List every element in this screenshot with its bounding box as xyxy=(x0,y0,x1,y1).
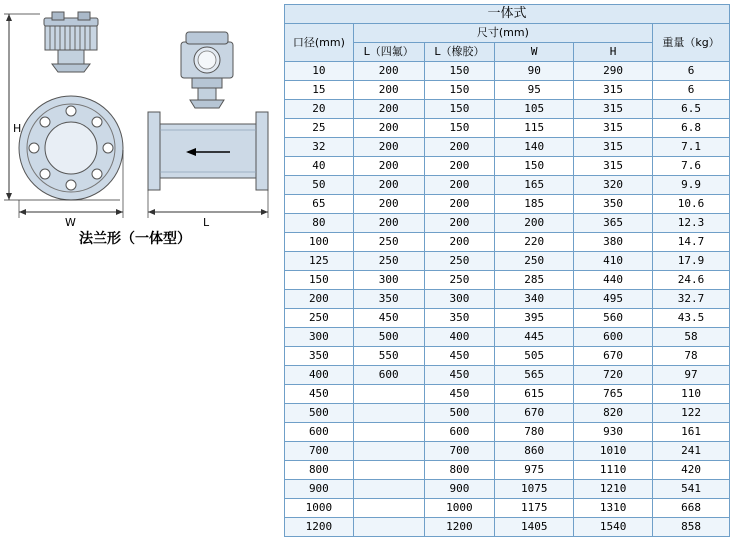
table-cell: 600 xyxy=(285,423,354,442)
table-cell: 500 xyxy=(424,404,495,423)
table-cell: 600 xyxy=(574,328,653,347)
table-cell xyxy=(353,461,424,480)
flowmeter-body-side xyxy=(148,112,268,190)
table-cell: 450 xyxy=(424,385,495,404)
table-cell: 7.1 xyxy=(653,138,730,157)
table-row xyxy=(285,347,730,366)
table-cell: 670 xyxy=(574,347,653,366)
table-cell: 1010 xyxy=(574,442,653,461)
table-cell: 700 xyxy=(285,442,354,461)
table-body xyxy=(285,62,730,537)
table-row xyxy=(285,271,730,290)
table-cell: 315 xyxy=(574,138,653,157)
table-cell: 241 xyxy=(653,442,730,461)
table-cell: 720 xyxy=(574,366,653,385)
table-cell: 250 xyxy=(424,271,495,290)
table-cell: 200 xyxy=(424,157,495,176)
table-cell: 820 xyxy=(574,404,653,423)
table-cell: 250 xyxy=(424,252,495,271)
table-cell: 780 xyxy=(495,423,574,442)
table-cell: 400 xyxy=(285,366,354,385)
table-cell: 150 xyxy=(424,62,495,81)
product-diagram xyxy=(0,0,282,552)
table-cell: 315 xyxy=(574,157,653,176)
table-cell: 65 xyxy=(285,195,354,214)
table-cell: 115 xyxy=(495,119,574,138)
table-cell: 250 xyxy=(353,233,424,252)
col-header-w: W xyxy=(495,43,574,62)
table-cell: 95 xyxy=(495,81,574,100)
flowmeter-drawing xyxy=(0,0,282,250)
table-cell: 600 xyxy=(353,366,424,385)
table-cell: 700 xyxy=(424,442,495,461)
table-cell: 1540 xyxy=(574,518,653,537)
table-cell: 1000 xyxy=(285,499,354,518)
table-cell: 1210 xyxy=(574,480,653,499)
table-row xyxy=(285,423,730,442)
table-cell: 200 xyxy=(424,214,495,233)
table-cell xyxy=(353,404,424,423)
table-cell xyxy=(353,385,424,404)
table-cell: 150 xyxy=(424,81,495,100)
table-cell: 80 xyxy=(285,214,354,233)
table-cell: 400 xyxy=(424,328,495,347)
table-cell: 1110 xyxy=(574,461,653,480)
table-cell: 9.9 xyxy=(653,176,730,195)
table-cell: 25 xyxy=(285,119,354,138)
table-cell: 500 xyxy=(285,404,354,423)
table-cell: 150 xyxy=(424,119,495,138)
table-cell: 40 xyxy=(285,157,354,176)
table-row xyxy=(285,195,730,214)
table-row xyxy=(285,309,730,328)
table-cell xyxy=(353,499,424,518)
table-row xyxy=(285,138,730,157)
table-row xyxy=(285,366,730,385)
table-cell: 1310 xyxy=(574,499,653,518)
table-cell: 20 xyxy=(285,100,354,119)
table-cell: 150 xyxy=(495,157,574,176)
table-row xyxy=(285,385,730,404)
table-cell: 1200 xyxy=(424,518,495,537)
table-cell: 185 xyxy=(495,195,574,214)
table-cell: 200 xyxy=(353,81,424,100)
table-cell: 550 xyxy=(353,347,424,366)
table-cell: 450 xyxy=(353,309,424,328)
table-cell: 290 xyxy=(574,62,653,81)
table-cell: 1175 xyxy=(495,499,574,518)
table-cell: 670 xyxy=(495,404,574,423)
table-cell: 250 xyxy=(495,252,574,271)
flange-front-view xyxy=(19,96,123,200)
table-cell: 541 xyxy=(653,480,730,499)
table-cell xyxy=(353,480,424,499)
converter-housing-side xyxy=(181,32,233,108)
table-cell: 140 xyxy=(495,138,574,157)
table-cell: 97 xyxy=(653,366,730,385)
table-cell: 200 xyxy=(353,176,424,195)
table-cell: 560 xyxy=(574,309,653,328)
table-row xyxy=(285,119,730,138)
table-cell: 450 xyxy=(424,347,495,366)
table-cell: 900 xyxy=(424,480,495,499)
table-cell: 15 xyxy=(285,81,354,100)
table-cell: 161 xyxy=(653,423,730,442)
svg-text:L: L xyxy=(203,216,210,229)
table-cell: 78 xyxy=(653,347,730,366)
table-cell: 14.7 xyxy=(653,233,730,252)
specification-table xyxy=(284,4,730,537)
table-cell: 200 xyxy=(424,176,495,195)
table-cell: 200 xyxy=(353,195,424,214)
table-cell: 200 xyxy=(285,290,354,309)
table-cell: 495 xyxy=(574,290,653,309)
table-cell: 500 xyxy=(353,328,424,347)
table-title: 一体式 xyxy=(285,5,730,24)
table-cell: 365 xyxy=(574,214,653,233)
table-row xyxy=(285,328,730,347)
col-header-dimensions: 尺寸(mm) xyxy=(353,24,652,43)
table-cell: 250 xyxy=(285,309,354,328)
table-cell: 615 xyxy=(495,385,574,404)
diagram-caption: 法兰形（一体型） xyxy=(79,231,191,247)
table-cell: 350 xyxy=(353,290,424,309)
table-row xyxy=(285,499,730,518)
table-cell: 300 xyxy=(285,328,354,347)
table-cell: 32 xyxy=(285,138,354,157)
table-cell: 10.6 xyxy=(653,195,730,214)
col-header-diameter: 口径(mm) xyxy=(285,24,354,62)
table-row xyxy=(285,290,730,309)
table-cell: 380 xyxy=(574,233,653,252)
table-title-row xyxy=(285,5,730,24)
table-cell: 450 xyxy=(424,366,495,385)
table-cell: 6.8 xyxy=(653,119,730,138)
table-cell: 350 xyxy=(574,195,653,214)
table-cell: 200 xyxy=(424,233,495,252)
table-cell: 975 xyxy=(495,461,574,480)
col-header-l-rubber: L（橡胶） xyxy=(424,43,495,62)
table-cell: 58 xyxy=(653,328,730,347)
table-cell: 125 xyxy=(285,252,354,271)
table-row xyxy=(285,62,730,81)
table-cell: 200 xyxy=(353,119,424,138)
table-cell: 150 xyxy=(424,100,495,119)
col-header-h: H xyxy=(574,43,653,62)
table-row xyxy=(285,252,730,271)
table-cell: 350 xyxy=(424,309,495,328)
table-cell: 1075 xyxy=(495,480,574,499)
table-cell: 765 xyxy=(574,385,653,404)
table-row xyxy=(285,214,730,233)
svg-text:H: H xyxy=(13,122,22,135)
table-cell: 150 xyxy=(285,271,354,290)
table-cell: 395 xyxy=(495,309,574,328)
table-group-header-row xyxy=(285,24,730,43)
table-cell: 10 xyxy=(285,62,354,81)
table-cell: 6.5 xyxy=(653,100,730,119)
table-cell: 315 xyxy=(574,100,653,119)
table-cell: 858 xyxy=(653,518,730,537)
table-cell: 800 xyxy=(424,461,495,480)
table-cell: 930 xyxy=(574,423,653,442)
table-cell: 43.5 xyxy=(653,309,730,328)
table-cell: 1200 xyxy=(285,518,354,537)
table-row xyxy=(285,518,730,537)
table-cell: 350 xyxy=(285,347,354,366)
table-cell: 200 xyxy=(424,138,495,157)
table-cell: 800 xyxy=(285,461,354,480)
table-cell: 320 xyxy=(574,176,653,195)
table-cell: 122 xyxy=(653,404,730,423)
table-cell: 340 xyxy=(495,290,574,309)
table-cell: 300 xyxy=(424,290,495,309)
col-header-l-ptfe: L（四氟） xyxy=(353,43,424,62)
table-cell: 32.7 xyxy=(653,290,730,309)
svg-text:W: W xyxy=(65,216,76,229)
table-cell: 200 xyxy=(353,62,424,81)
table-cell: 285 xyxy=(495,271,574,290)
table-cell: 315 xyxy=(574,81,653,100)
table-row xyxy=(285,480,730,499)
table-cell: 6 xyxy=(653,62,730,81)
table-cell: 505 xyxy=(495,347,574,366)
table-cell xyxy=(353,518,424,537)
table-cell: 668 xyxy=(653,499,730,518)
converter-housing-front xyxy=(44,12,98,72)
table-cell: 90 xyxy=(495,62,574,81)
table-cell: 860 xyxy=(495,442,574,461)
table-cell: 105 xyxy=(495,100,574,119)
table-cell: 600 xyxy=(424,423,495,442)
table-cell: 100 xyxy=(285,233,354,252)
table-cell: 200 xyxy=(495,214,574,233)
table-row xyxy=(285,404,730,423)
table-row xyxy=(285,81,730,100)
dimension-l-side xyxy=(148,190,268,229)
table-row xyxy=(285,157,730,176)
table-cell: 200 xyxy=(424,195,495,214)
table-cell: 200 xyxy=(353,157,424,176)
table-header xyxy=(285,5,730,62)
table-cell: 900 xyxy=(285,480,354,499)
table-cell xyxy=(353,423,424,442)
table-cell: 200 xyxy=(353,214,424,233)
table-cell xyxy=(353,442,424,461)
table-cell: 250 xyxy=(353,252,424,271)
table-cell: 1000 xyxy=(424,499,495,518)
table-cell: 50 xyxy=(285,176,354,195)
table-row xyxy=(285,100,730,119)
table-cell: 420 xyxy=(653,461,730,480)
col-header-weight: 重量（kg） xyxy=(653,24,730,62)
table-cell: 220 xyxy=(495,233,574,252)
table-cell: 445 xyxy=(495,328,574,347)
table-cell: 440 xyxy=(574,271,653,290)
table-row xyxy=(285,442,730,461)
table-cell: 565 xyxy=(495,366,574,385)
table-cell: 6 xyxy=(653,81,730,100)
table-cell: 12.3 xyxy=(653,214,730,233)
table-cell: 17.9 xyxy=(653,252,730,271)
table-row xyxy=(285,176,730,195)
table-cell: 1405 xyxy=(495,518,574,537)
table-cell: 410 xyxy=(574,252,653,271)
table-cell: 200 xyxy=(353,138,424,157)
table-cell: 7.6 xyxy=(653,157,730,176)
table-cell: 315 xyxy=(574,119,653,138)
table-cell: 300 xyxy=(353,271,424,290)
specification-table-panel xyxy=(284,4,730,537)
table-row xyxy=(285,233,730,252)
table-cell: 110 xyxy=(653,385,730,404)
table-cell: 200 xyxy=(353,100,424,119)
table-row xyxy=(285,461,730,480)
table-cell: 24.6 xyxy=(653,271,730,290)
table-cell: 165 xyxy=(495,176,574,195)
table-cell: 450 xyxy=(285,385,354,404)
